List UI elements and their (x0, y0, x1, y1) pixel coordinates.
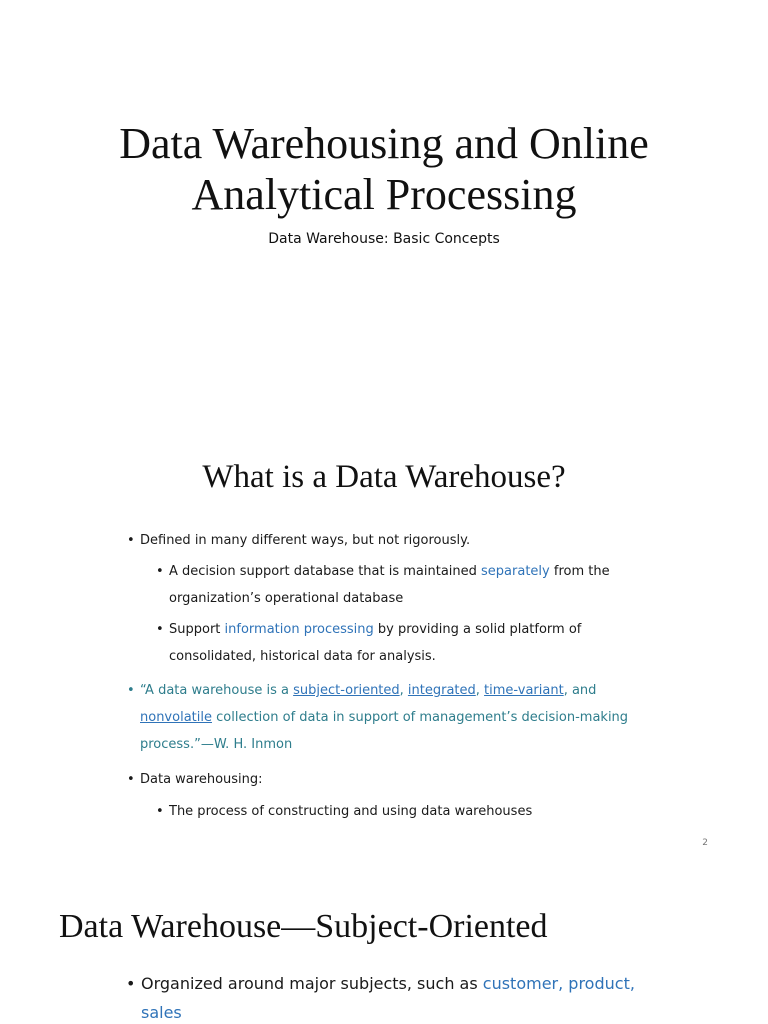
sub-bullet-text-line2: consolidated, historical data for analysis. (169, 649, 436, 664)
deck-title-line1: Data Warehousing and Online (119, 119, 649, 168)
bullet-text: Defined in many different ways, but not rigorously. (140, 533, 471, 548)
quote-text: collection of data in support of management’s decision-making (211, 710, 629, 725)
slide-title: Data Warehouse—Subject-Oriented (59, 908, 548, 945)
bullet-dot-icon: • (156, 564, 164, 579)
sub-bullet-text: by providing a solid platform of (373, 622, 582, 637)
bullet-dot-icon: • (126, 974, 136, 993)
bullet-text: Organized around major subjects, such as (141, 974, 483, 993)
highlight-information-processing: information processing (224, 622, 374, 637)
deck-subtitle: Data Warehouse: Basic Concepts (268, 231, 500, 247)
term-time-variant: time-variant (484, 683, 564, 698)
bullet-inmon-quote (127, 677, 640, 758)
deck-title-line2: Analytical Processing (191, 170, 577, 219)
quote-separator: , (475, 683, 485, 698)
bullet-dot-icon: • (156, 804, 164, 819)
highlight-subjects: customer, product, (482, 974, 635, 993)
sub-bullet-information-processing (156, 616, 649, 670)
bullet-organized-around-subjects (126, 969, 661, 1024)
quote-separator: , and (563, 683, 597, 698)
bullet-dot-icon: • (127, 772, 135, 787)
sub-bullet-text: The process of constructing and using data warehouses (169, 804, 533, 819)
sub-bullet-process (156, 798, 533, 825)
sub-bullet-text-line2: organization’s operational database (169, 591, 404, 606)
sub-bullet-text: A decision support database that is maintained (169, 564, 482, 579)
title-slide (0, 0, 768, 300)
bullet-definition (127, 527, 471, 554)
highlight-separately: separately (481, 564, 550, 579)
page-number: 2 (702, 838, 708, 848)
bullet-dot-icon: • (156, 622, 164, 637)
definition-slide (0, 430, 768, 870)
sub-bullet-text: from the (549, 564, 610, 579)
deck-title (0, 118, 768, 220)
slide-title: What is a Data Warehouse? (202, 459, 566, 495)
quote-separator: , (399, 683, 408, 698)
sub-bullet-text: Support (169, 622, 225, 637)
term-integrated: integrated (407, 683, 476, 698)
bullet-text: Data warehousing: (140, 772, 263, 787)
bullet-data-warehousing (127, 766, 263, 793)
quote-attribution: process.”—W. H. Inmon (140, 737, 293, 752)
term-nonvolatile: nonvolatile (140, 710, 212, 725)
term-subject-oriented: subject-oriented (293, 683, 400, 698)
highlight-subjects-line2: sales (141, 1003, 182, 1022)
sub-bullet-decision-support (156, 558, 649, 612)
bullet-dot-icon: • (127, 683, 135, 698)
bullet-dot-icon: • (127, 533, 135, 548)
quote-text: “A data warehouse is a (140, 683, 294, 698)
subject-oriented-slide (0, 890, 768, 1024)
